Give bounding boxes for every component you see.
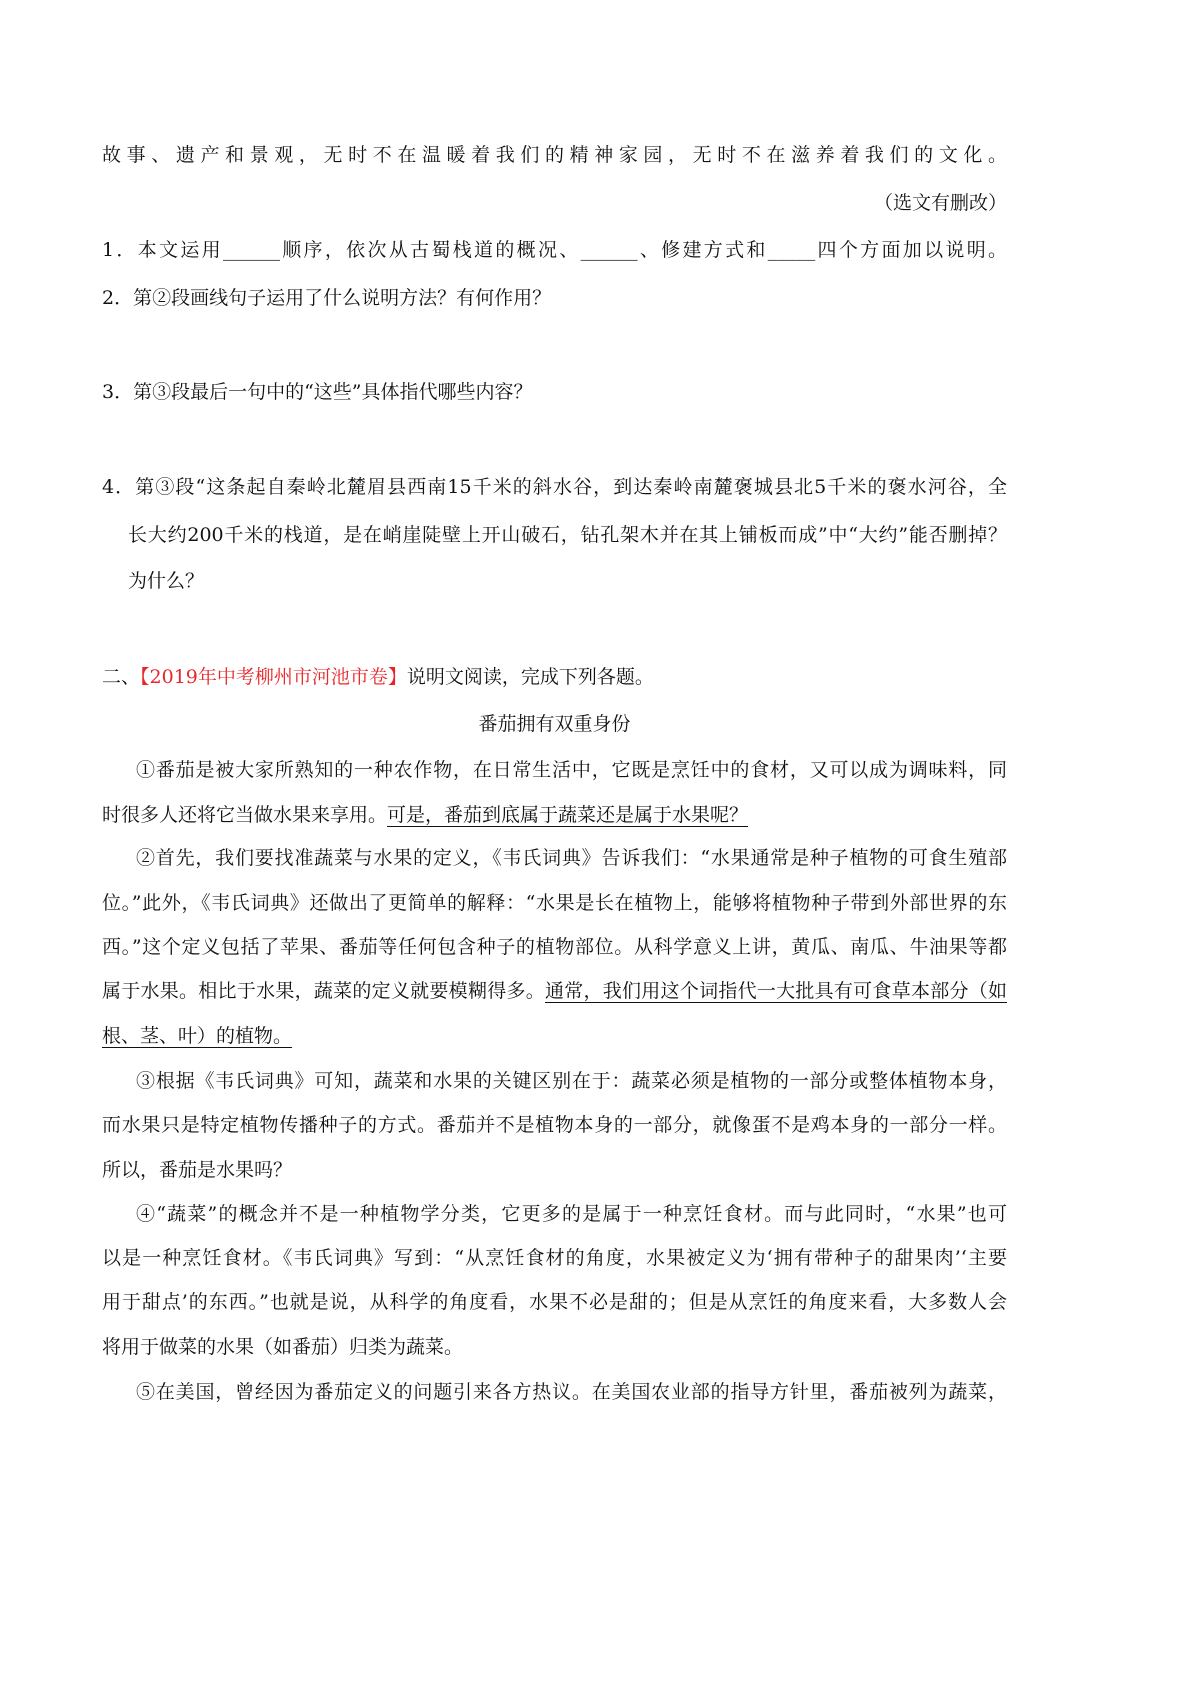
text-line: 将用于做菜的水果（如番茄）归类为蔬菜。: [102, 1336, 464, 1358]
source-tag: 【2019年中考柳州市河池市卷】: [140, 666, 407, 688]
text-line: 位。”此外，《韦氏词典》还做出了更简单的解释：“水果是长在植物上，能够将植物种子带到外部世界的东: [102, 892, 1007, 914]
question-4-line-2: 长大约200千米的栈道，是在峭崖陡壁上开山破石，钻孔架木并在其上铺板而成”中“大约”能否删掉？: [128, 524, 1007, 546]
text-span: 属于水果。相比于水果，蔬菜的定义就要模糊得多。: [102, 980, 545, 1002]
text-line: [102, 1023, 1007, 1049]
text-line: [102, 978, 1007, 1004]
passage1-last-line: 故事、遗产和景观，无时不在温暖着我们的精神家园，无时不在滋养着我们的文化。: [102, 144, 1007, 166]
text-line: 用于甜点’的东西。”也就是说，从科学的角度看，水果不必是甜的；但是从烹饪的角度来看，大多数人会: [102, 1291, 1007, 1313]
question-2: 2．第②段画线句子运用了什么说明方法？有何作用？: [102, 287, 552, 309]
underlined-sentence: 根、茎、叶）的植物。: [102, 1025, 293, 1047]
section-instruction: 说明文阅读，完成下列各题。: [406, 666, 654, 688]
section-2-header: [102, 664, 1007, 690]
text-line: 西。”这个定义包括了苹果、番茄等任何包含种子的植物部位。从科学意义上讲，黄瓜、南瓜、牛油果等都: [102, 936, 1007, 958]
text-line: [102, 802, 1007, 828]
underlined-sentence: 通常，我们用这个词指代一大批具有可食草本部分（如: [545, 980, 1007, 1002]
text-line: ④“蔬菜”的概念并不是一种植物学分类，它更多的是属于一种烹饪食材。而与此同时，“水果”也可: [136, 1203, 1007, 1225]
question-3: 3．第③段最后一句中的“这些”具体指代哪些内容？: [102, 381, 533, 403]
question-4-line-3: 为什么？: [128, 570, 205, 592]
text-span: 时很多人还将它当做水果来享用。: [102, 804, 388, 826]
text-line: ③根据《韦氏词典》可知，蔬菜和水果的关键区别在于：蔬菜必须是植物的一部分或整体植物本身，: [136, 1070, 1007, 1092]
source-note: （选文有删改）: [873, 192, 1007, 214]
text-line: ②首先，我们要找准蔬菜与水果的定义，《韦氏词典》告诉我们：“水果通常是种子植物的可食生殖部: [136, 847, 1007, 869]
text-line: 而水果只是特定植物传播种子的方式。番茄并不是植物本身的一部分，就像蛋不是鸡本身的一部分一样。: [102, 1114, 1007, 1136]
text-line: 所以，番茄是水果吗？: [102, 1159, 293, 1181]
text-line: ⑤在美国，曾经因为番茄定义的问题引来各方热议。在美国农业部的指导方针里，番茄被列为蔬菜，: [136, 1381, 1007, 1403]
section-number: 二、: [102, 666, 141, 688]
question-1: 1．本文运用______顺序，依次从古蜀栈道的概况、______、修建方式和_____四个方面加以说明。: [102, 239, 1007, 261]
article-title: 番茄拥有双重身份: [478, 713, 631, 735]
underlined-sentence: 可是，番茄到底属于蔬菜还是属于水果呢？: [387, 804, 749, 826]
question-4-line-1: 4．第③段“这条起自秦岭北麓眉县西南15千米的斜水谷，到达秦岭南麓褒城县北5千米的褒水河谷，全: [102, 476, 1007, 498]
text-line: ①番茄是被大家所熟知的一种农作物，在日常生活中，它既是烹饪中的食材，又可以成为调味料，同: [136, 759, 1007, 781]
text-line: 以是一种烹饪食材。《韦氏词典》写到：“从烹饪食材的角度，水果被定义为‘拥有带种子的甜果肉’‘主要: [102, 1247, 1007, 1269]
